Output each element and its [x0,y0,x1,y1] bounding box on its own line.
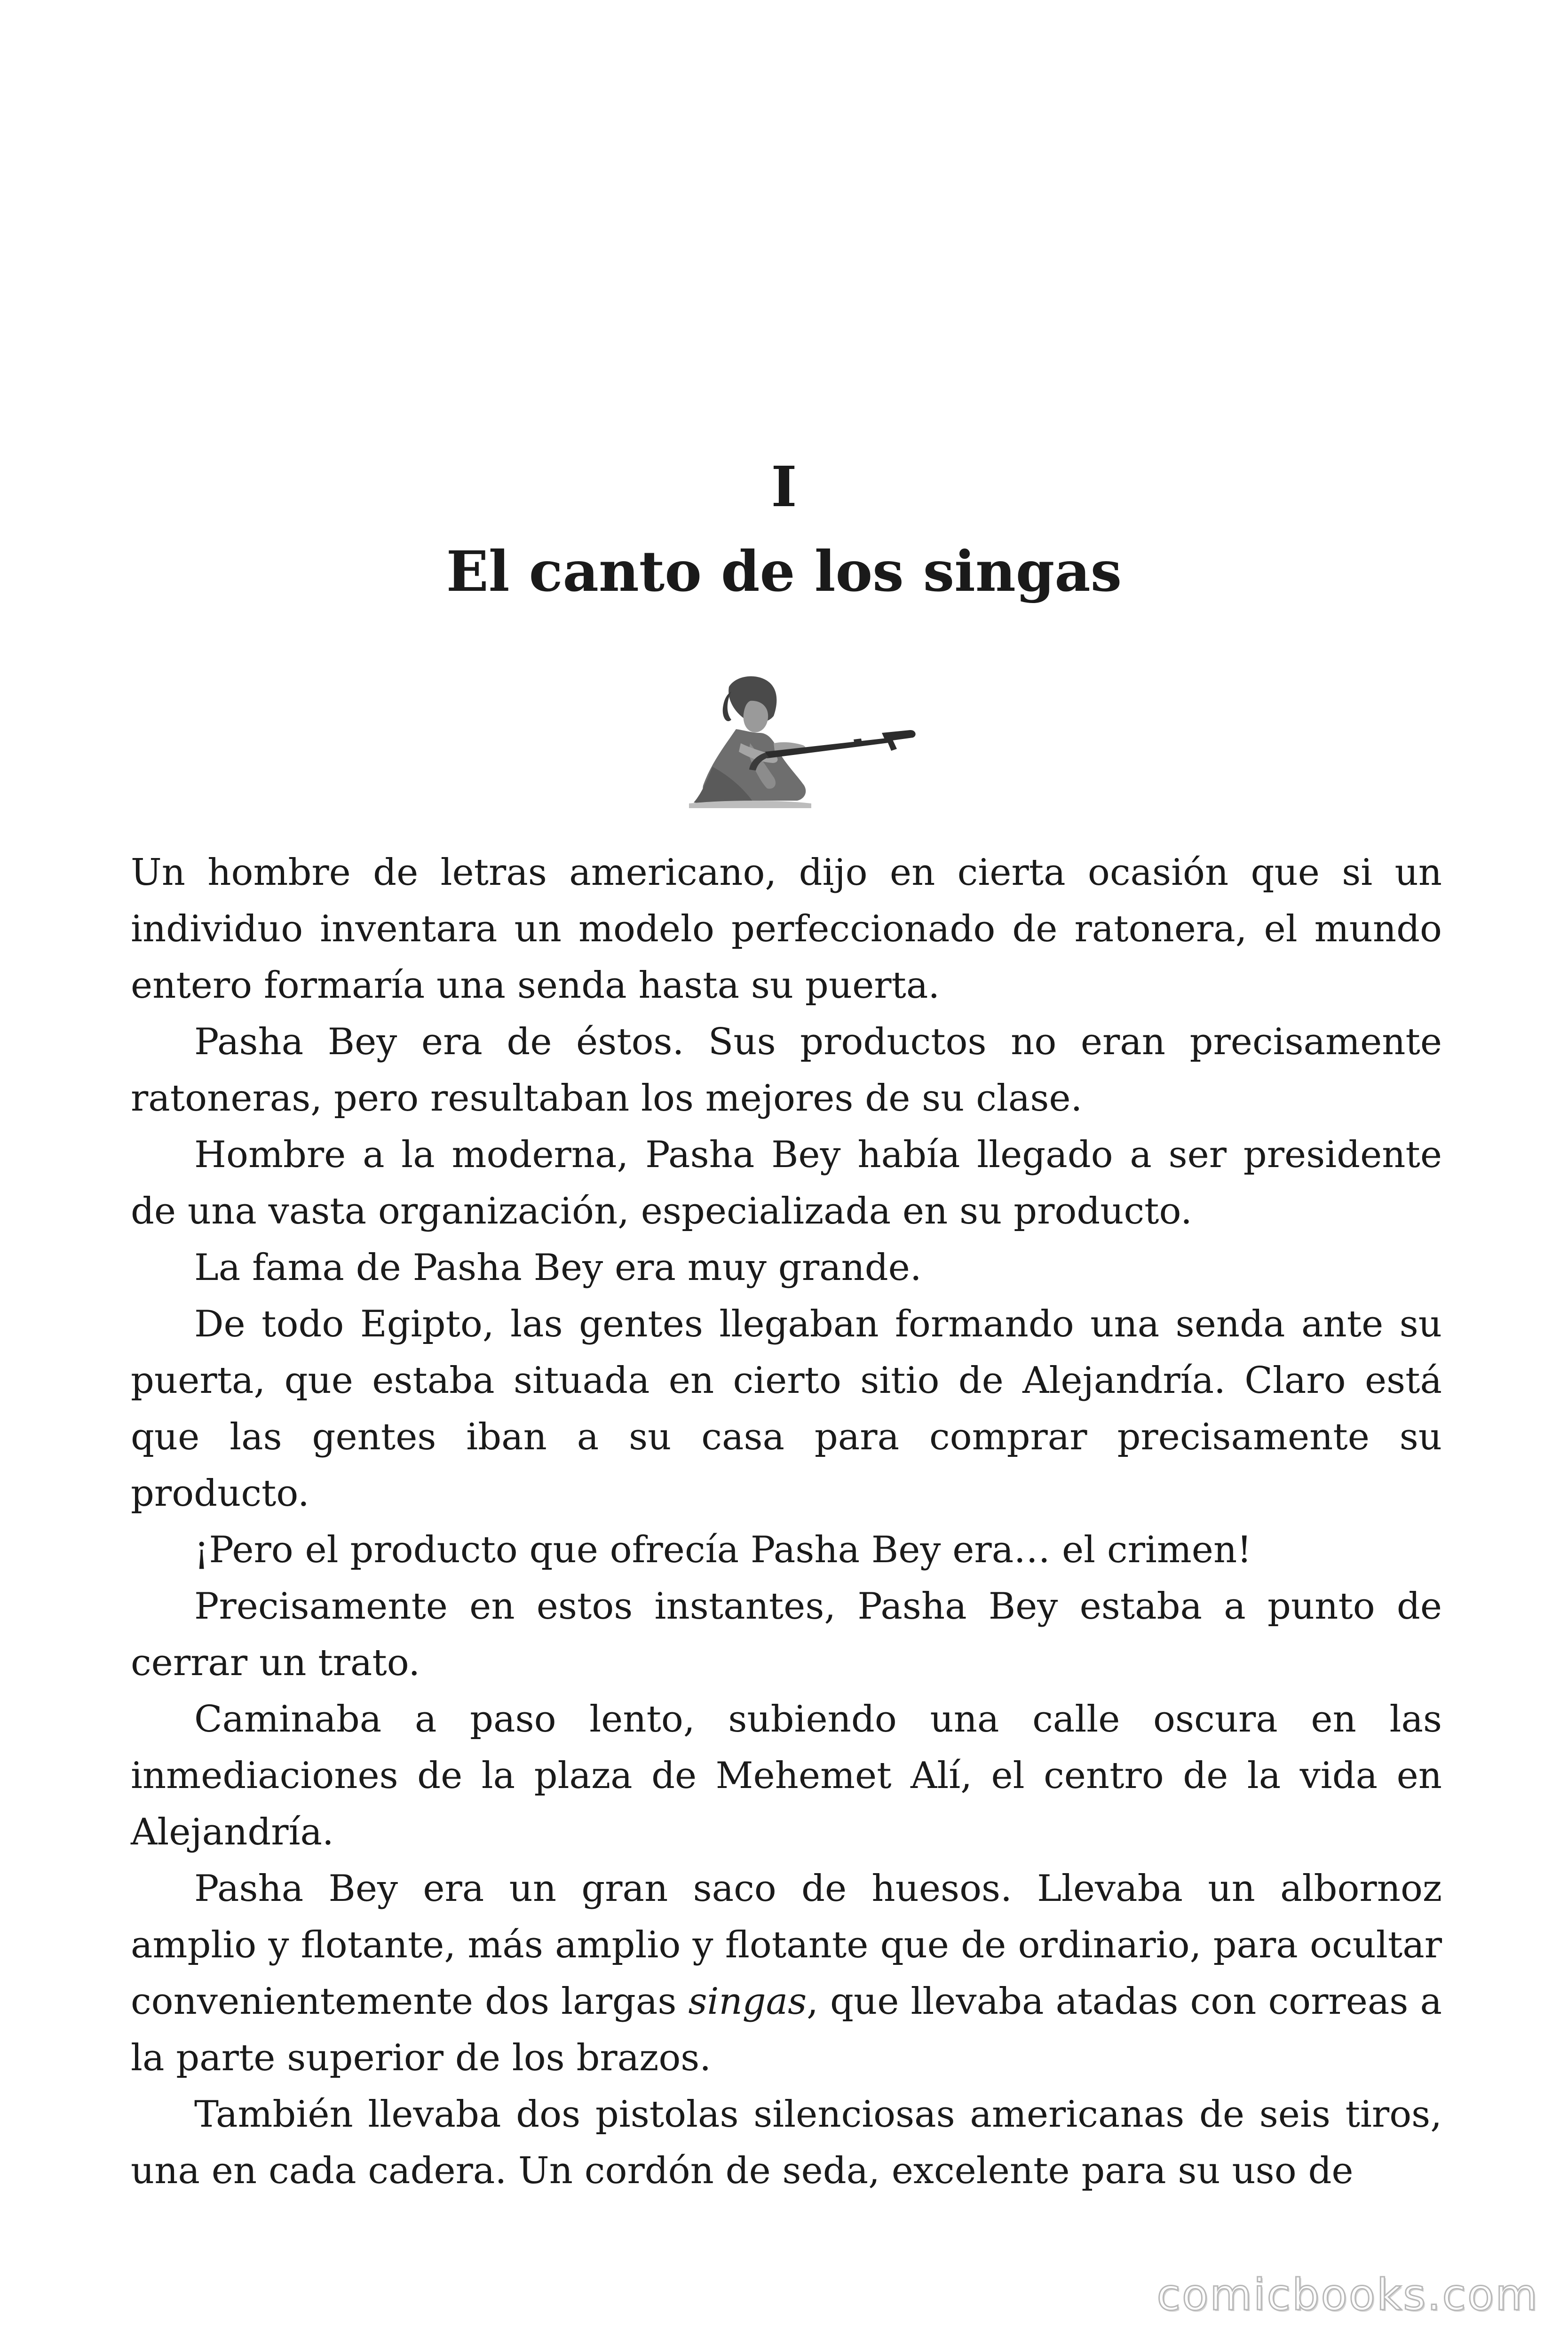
paragraph: Hombre a la moderna, Pasha Bey había llegado a ser presidente de una vasta organización, especializada en su producto. [131,1134,1442,1232]
watermark: comicbooks.com [1156,2270,1539,2320]
paragraph: Un hombre de letras americano, dijo en cierta ocasión que si un individuo inventara un modelo perfeccionado de ratonera, el mundo entero formaría una senda hasta su puerta. [131,851,1442,1007]
paragraph: La fama de Pasha Bey era muy grande. [194,1247,922,1289]
italic-word: singas [688,1980,807,2023]
paragraph: Caminaba a paso lento, subiendo una calle oscura en las inmediaciones de la plaza de Mehemet Alí, el centro de la vida en Alejandría. [131,1698,1442,1853]
chapter-number: I [771,454,797,519]
paragraph: También llevaba dos pistolas silenciosas americanas de seis tiros, una en cada cadera. Un cordón de seda, excelente para su uso de [131,2093,1442,2192]
paragraph-with-italic [131,1860,1442,2086]
paragraph: Precisamente en estos instantes, Pasha Bey estaba a punto de cerrar un trato. [131,1585,1442,1684]
chapter-title: El canto de los singas [446,539,1122,604]
body-text [131,844,1442,2199]
paragraph: ¡Pero el producto que ofrecía Pasha Bey era… el crimen! [194,1529,1252,1571]
text-segment: , que llevaba atadas con correas a la parte superior de los brazos. [131,1980,1442,2079]
paragraph: Pasha Bey era de éstos. Sus productos no eran precisamente ratoneras, pero resultaban los mejores de su clase. [131,1021,1442,1120]
woman-with-rifle-vignette-icon [656,673,919,809]
text-segment: Pasha Bey era un gran saco de huesos. Llevaba un albornoz amplio y flotante, más amplio y flotante que de ordinario, para ocultar convenientemente dos largas [131,1867,1442,2023]
paragraph: De todo Egipto, las gentes llegaban formando una senda ante su puerta, que estaba situada en cierto sitio de Alejandría. Claro está que las gentes iban a su casa para comprar precisamente su producto. [131,1303,1442,1515]
